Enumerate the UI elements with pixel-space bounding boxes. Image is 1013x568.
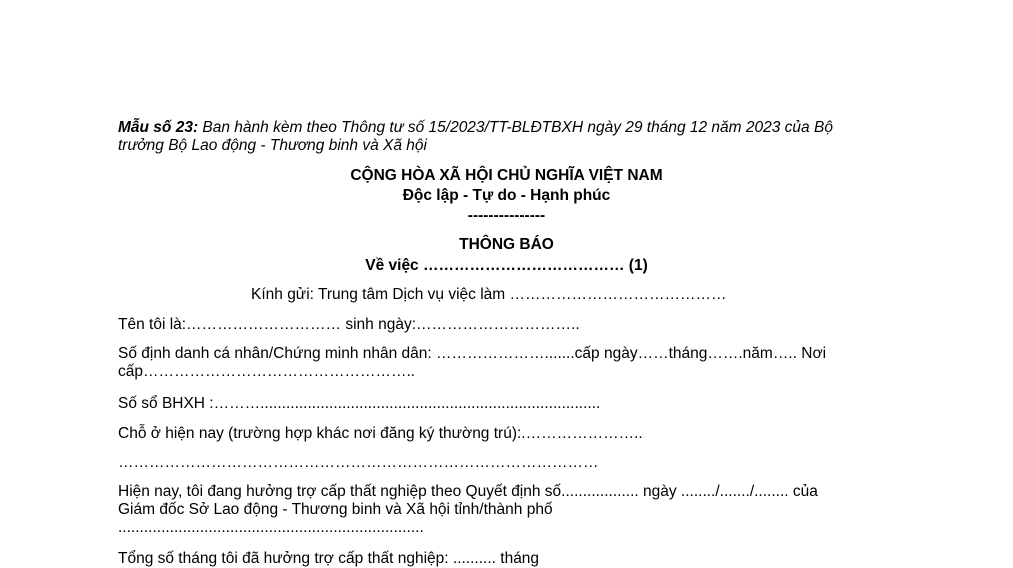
form-reference-line-1: [118, 119, 908, 137]
id-number-field: [118, 345, 908, 381]
id-number-line-2: cấp……………………………………………..: [118, 363, 416, 380]
residence-field-line-2: …………………………………………………………………………………: [118, 454, 599, 471]
total-months-field: Tổng số tháng tôi đã hưởng trợ cấp thất nghiệp: .......... tháng: [118, 550, 540, 567]
benefit-decision-field: [118, 483, 908, 537]
form-header: [118, 119, 908, 155]
document-title: THÔNG BÁO: [459, 236, 554, 253]
document-subject: Về việc ………………………………… (1): [365, 257, 648, 274]
benefit-line-2: Giám đốc Sở Lao động - Thương binh và Xã hội tỉnh/thành phố: [118, 501, 553, 518]
national-title: CỘNG HÒA XÃ HỘI CHỦ NGHĨA VIỆT NAM: [350, 167, 663, 184]
motto: Độc lập - Tự do - Hạnh phúc: [402, 187, 611, 204]
recipient-line: Kính gửi: Trung tâm Dịch vụ việc làm ……………………………………: [251, 286, 727, 303]
issued-by-line-1: Ban hành kèm theo Thông tư số 15/2023/TT-BLĐTBXH ngày 29 tháng 12 năm 2023 của Bộ: [198, 119, 833, 136]
name-birthdate-field: Tên tôi là:………………………… sinh ngày:…………………………..: [118, 316, 580, 333]
benefit-line-3: .......................................................................: [118, 519, 424, 536]
form-number: Mẫu số 23:: [118, 119, 199, 136]
issued-by-line-2: trưởng Bộ Lao động - Thương binh và Xã hội: [118, 137, 427, 154]
benefit-line-1: Hiện nay, tôi đang hưởng trợ cấp thất nghiệp theo Quyết định số.................. ngày ......../......./........ của: [118, 483, 818, 500]
social-insurance-field: Số sổ BHXH :………...............................................................................: [118, 395, 601, 412]
id-number-line-1: Số định danh cá nhân/Chứng minh nhân dân: ………………….......cấp ngày……tháng…….năm….. Nơi: [118, 345, 827, 362]
residence-field-line-1: Chỗ ở hiện nay (trường hợp khác nơi đăng ký thường trú):.…………………..: [118, 425, 643, 442]
separator: ---------------: [467, 207, 546, 224]
